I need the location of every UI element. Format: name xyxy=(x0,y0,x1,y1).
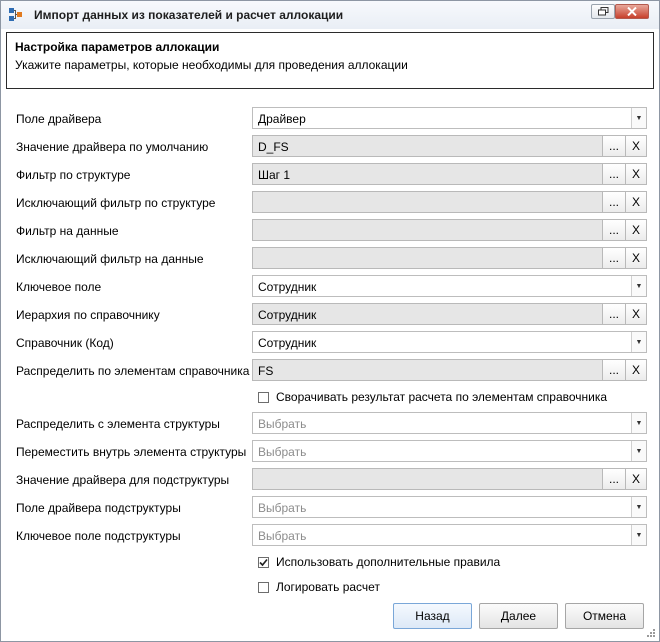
close-icon xyxy=(627,7,637,16)
key-field-label: Ключевое поле xyxy=(16,280,102,294)
substructure-driver-field-select[interactable] xyxy=(252,496,647,518)
excl-data-filter-field[interactable] xyxy=(252,247,603,269)
log-calc-checkbox[interactable] xyxy=(258,580,380,594)
distribute-dict-field[interactable] xyxy=(252,359,603,381)
dict-hierarchy-label: Иерархия по справочнику xyxy=(16,308,160,322)
driver-field-value: Драйвер xyxy=(258,112,306,126)
excl-structure-filter-browse-button[interactable]: ... xyxy=(602,191,626,213)
substructure-driver-field-placeholder: Выбрать xyxy=(258,501,307,515)
structure-filter-value: Шаг 1 xyxy=(258,168,291,182)
checkbox-unchecked-icon xyxy=(258,582,269,593)
substructure-driver-field-label: Поле драйвера подструктуры xyxy=(16,501,181,515)
driver-field-select[interactable] xyxy=(252,107,647,129)
dict-code-label: Справочник (Код) xyxy=(16,336,114,350)
restore-icon xyxy=(598,7,609,16)
checkbox-unchecked-icon xyxy=(258,392,269,403)
substructure-key-field-label: Ключевое поле подструктуры xyxy=(16,529,181,543)
cancel-button[interactable]: Отмена xyxy=(565,603,644,629)
key-field-value: Сотрудник xyxy=(258,280,317,294)
checkbox-checked-icon xyxy=(258,557,269,568)
substructure-driver-field[interactable] xyxy=(252,468,603,490)
title-bar[interactable] xyxy=(1,1,659,29)
key-field-select[interactable] xyxy=(252,275,647,297)
chevron-down-icon: ▼ xyxy=(631,497,646,517)
log-calc-label: Логировать расчет xyxy=(276,580,380,594)
distribute-dict-clear-button[interactable]: X xyxy=(625,359,647,381)
resize-grip-icon[interactable] xyxy=(646,628,656,638)
distribute-from-label: Распределить с элемента структуры xyxy=(16,417,220,431)
restore-button[interactable] xyxy=(591,4,615,19)
chevron-down-icon: ▼ xyxy=(631,276,646,296)
data-filter-browse-button[interactable]: ... xyxy=(602,219,626,241)
dict-hierarchy-value: Сотрудник xyxy=(258,308,317,322)
window-title: Импорт данных из показателей и расчет аллокации xyxy=(34,8,344,22)
driver-default-clear-button[interactable]: X xyxy=(625,135,647,157)
substructure-driver-label: Значение драйвера для подструктуры xyxy=(16,473,230,487)
excl-structure-filter-field[interactable] xyxy=(252,191,603,213)
dict-hierarchy-browse-button[interactable]: ... xyxy=(602,303,626,325)
distribute-from-placeholder: Выбрать xyxy=(258,417,307,431)
next-button[interactable]: Далее xyxy=(479,603,558,629)
use-extra-rules-checkbox[interactable] xyxy=(258,555,500,569)
dict-code-select[interactable] xyxy=(252,331,647,353)
driver-default-browse-button[interactable]: ... xyxy=(602,135,626,157)
distribute-dict-label: Распределить по элементам справочника xyxy=(16,364,250,378)
data-filter-label: Фильтр на данные xyxy=(16,224,119,238)
excl-structure-filter-clear-button[interactable]: X xyxy=(625,191,647,213)
chevron-down-icon: ▼ xyxy=(631,525,646,545)
excl-data-filter-label: Исключающий фильтр на данные xyxy=(16,252,204,266)
move-inside-select[interactable] xyxy=(252,440,647,462)
close-button[interactable] xyxy=(615,4,649,19)
collapse-result-checkbox[interactable] xyxy=(258,390,607,404)
driver-default-label: Значение драйвера по умолчанию xyxy=(16,140,209,154)
structure-filter-clear-button[interactable]: X xyxy=(625,163,647,185)
data-filter-clear-button[interactable]: X xyxy=(625,219,647,241)
structure-filter-browse-button[interactable]: ... xyxy=(602,163,626,185)
header-subtitle: Укажите параметры, которые необходимы для проведения аллокации xyxy=(15,58,408,72)
driver-default-field[interactable] xyxy=(252,135,603,157)
dict-code-value: Сотрудник xyxy=(258,336,317,350)
excl-data-filter-clear-button[interactable]: X xyxy=(625,247,647,269)
header-title: Настройка параметров аллокации xyxy=(15,40,220,54)
structure-filter-label: Фильтр по структуре xyxy=(16,168,131,182)
excl-structure-filter-label: Исключающий фильтр по структуре xyxy=(16,196,216,210)
dict-hierarchy-clear-button[interactable]: X xyxy=(625,303,647,325)
move-inside-label: Переместить внутрь элемента структуры xyxy=(16,445,247,459)
chevron-down-icon: ▼ xyxy=(631,441,646,461)
collapse-result-label: Сворачивать результат расчета по элементам справочника xyxy=(276,390,608,404)
substructure-key-field-select[interactable] xyxy=(252,524,647,546)
chevron-down-icon: ▼ xyxy=(631,108,646,128)
excl-data-filter-browse-button[interactable]: ... xyxy=(602,247,626,269)
header-panel xyxy=(6,32,654,89)
data-filter-field[interactable] xyxy=(252,219,603,241)
app-icon xyxy=(9,8,23,22)
dict-hierarchy-field[interactable] xyxy=(252,303,603,325)
chevron-down-icon: ▼ xyxy=(631,332,646,352)
driver-default-value: D_FS xyxy=(258,140,289,154)
chevron-down-icon: ▼ xyxy=(631,413,646,433)
substructure-key-field-placeholder: Выбрать xyxy=(258,529,307,543)
move-inside-placeholder: Выбрать xyxy=(258,445,307,459)
distribute-from-select[interactable] xyxy=(252,412,647,434)
distribute-dict-browse-button[interactable]: ... xyxy=(602,359,626,381)
back-button[interactable]: Назад xyxy=(393,603,472,629)
use-extra-rules-label: Использовать дополнительные правила xyxy=(276,555,501,569)
distribute-dict-value: FS xyxy=(258,364,274,378)
substructure-driver-browse-button[interactable]: ... xyxy=(602,468,626,490)
substructure-driver-clear-button[interactable]: X xyxy=(625,468,647,490)
structure-filter-field[interactable] xyxy=(252,163,603,185)
driver-field-label: Поле драйвера xyxy=(16,112,102,126)
